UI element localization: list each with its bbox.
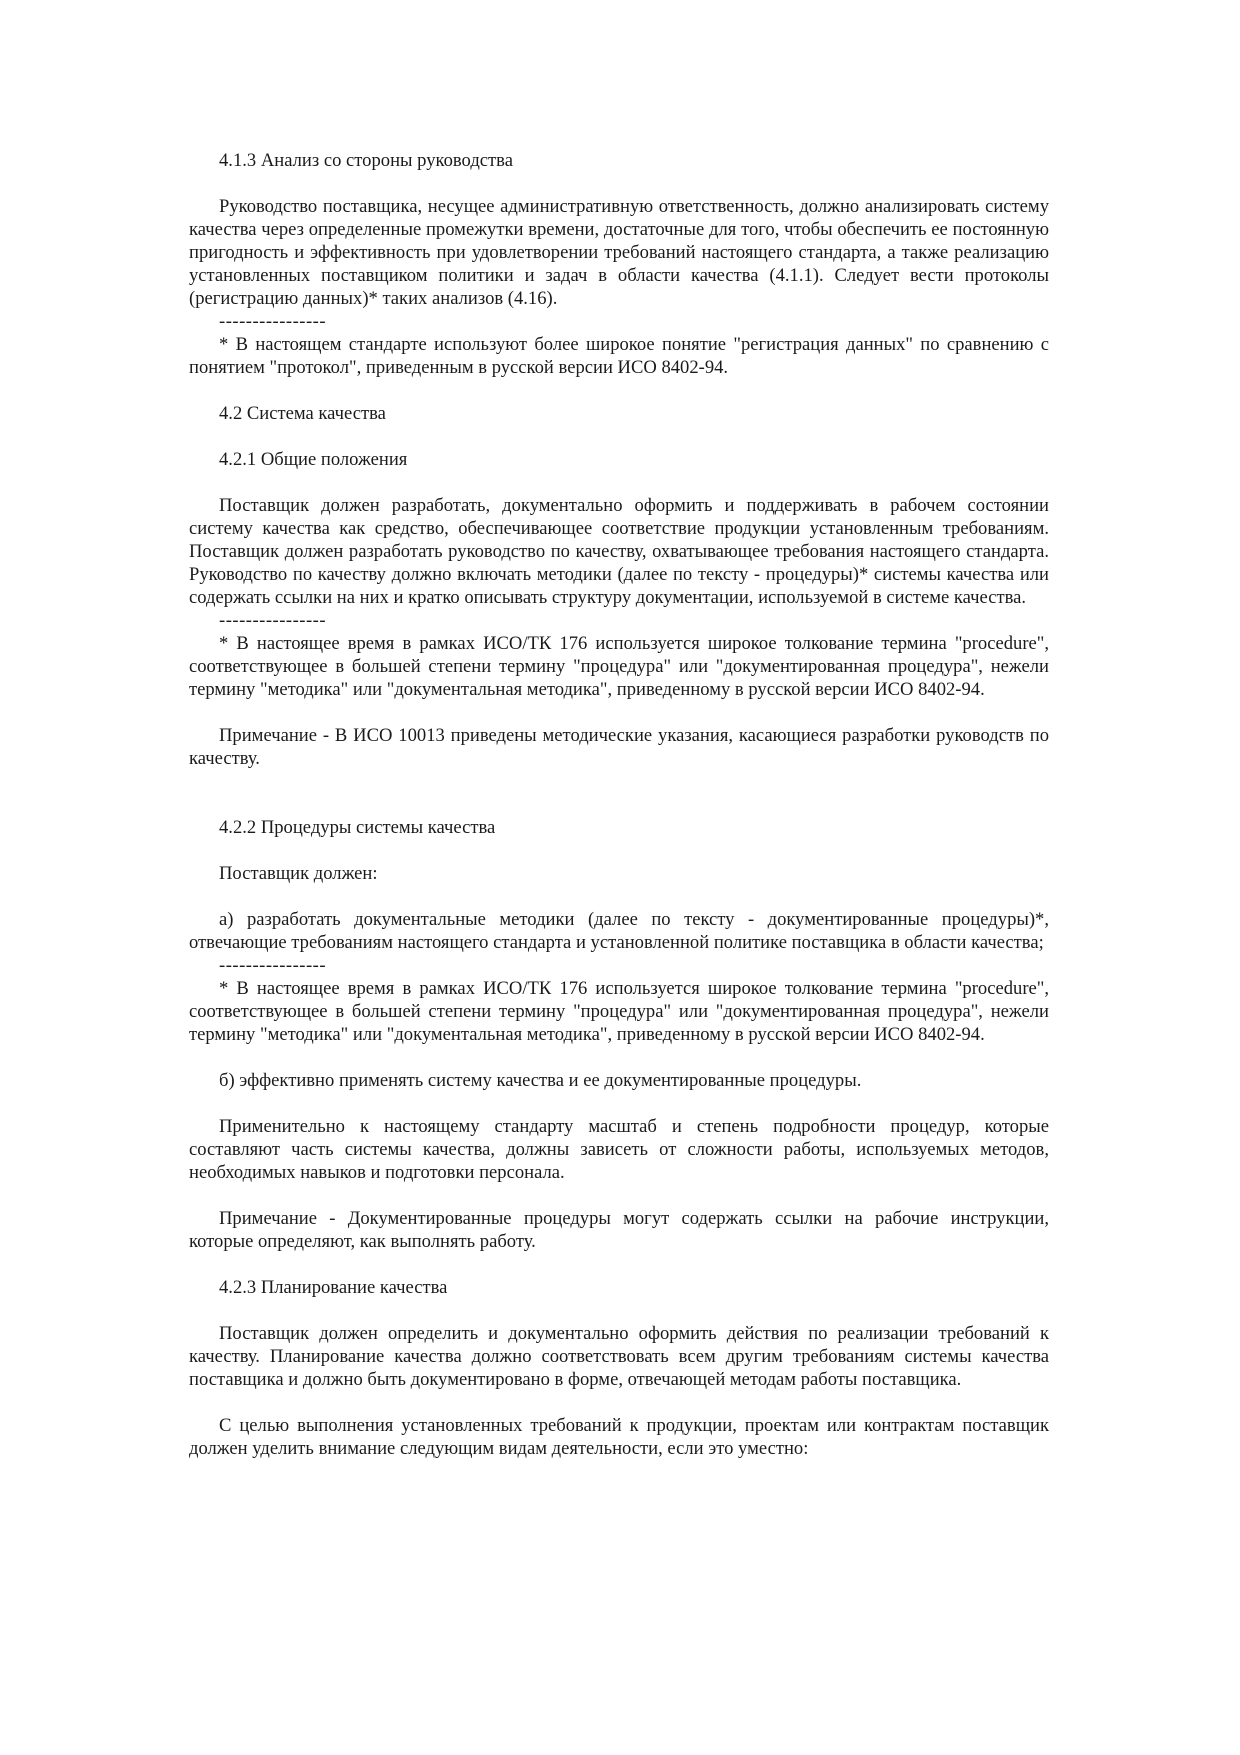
footnote-separator: ---------------- — [219, 311, 327, 332]
section-heading-4-2-2: 4.2.2 Процедуры системы качества — [219, 817, 496, 838]
footnote-procedure-term: * В настоящее время в рамках ИСО/ТК 176 используется широкое толкование термина "procedure", соответствующее в большей степени термину "процедура" или "документированная процедура", нежели термину "методика" или "документальная методика", приведенному в русской версии ИСО 8402-94. — [189, 633, 1049, 700]
paragraph-procedure-scope: Применительно к настоящему стандарту масштаб и степень подробности процедур, которые составляют часть системы качества, должны зависеть от сложности работы, используемых методов, необходимых навыков и подготовки персонала. — [189, 1116, 1049, 1183]
list-item-a: а) разработать документальные методики (далее по тексту - документированные процедуры)*, отвечающие требованиям настоящего стандарта и установленной политике поставщика в области качества; — [189, 909, 1049, 953]
section-heading-4-2: 4.2 Система качества — [219, 403, 386, 424]
paragraph-supplier-shall: Поставщик должен: — [219, 863, 378, 884]
list-item-b: б) эффективно применять систему качества и ее документированные процедуры. — [219, 1070, 862, 1091]
footnote-separator: ---------------- — [219, 955, 327, 976]
section-heading-4-1-3: 4.1.3 Анализ со стороны руководства — [219, 150, 513, 171]
note-iso-10013: Примечание - В ИСО 10013 приведены методические указания, касающиеся разработки руководств по качеству. — [189, 725, 1049, 769]
paragraph-quality-planning: Поставщик должен определить и документально оформить действия по реализации требований к качеству. Планирование качества должно соответствовать всем другим требованиям системы качества поставщика и должно быть документировано в форме, отвечающей методам работы поставщика. — [189, 1323, 1049, 1390]
footnote-procedure-term-repeat: * В настоящее время в рамках ИСО/ТК 176 используется широкое толкование термина "procedure", соответствующее в большей степени термину "процедура" или "документированная процедура", нежели термину "методика" или "документальная методика", приведенному в русской версии ИСО 8402-94. — [189, 978, 1049, 1045]
footnote-registration: * В настоящем стандарте используют более широкое понятие "регистрация данных" по сравнению с понятием "протокол", приведенным в русской версии ИСО 8402-94. — [189, 334, 1049, 378]
paragraph-management-review: Руководство поставщика, несущее административную ответственность, должно анализировать систему качества через определенные промежутки времени, достаточные для того, чтобы обеспечить ее постоянную пригодность и эффективность при удовлетворении требований настоящего стандарта, а также реализацию установленных поставщиком политики и задач в области качества (4.1.1). Следует вести протоколы (регистрацию данных)* таких анализов (4.16). — [189, 196, 1049, 309]
footnote-separator: ---------------- — [219, 610, 327, 631]
section-heading-4-2-1: 4.2.1 Общие положения — [219, 449, 408, 470]
paragraph-planning-activities: С целью выполнения установленных требований к продукции, проектам или контрактам поставщик должен уделить внимание следующим видам деятельности, если это уместно: — [189, 1415, 1049, 1459]
section-heading-4-2-3: 4.2.3 Планирование качества — [219, 1277, 448, 1298]
paragraph-general-provisions: Поставщик должен разработать, документально оформить и поддерживать в рабочем состоянии систему качества как средство, обеспечивающее соответствие продукции установленным требованиям. Поставщик должен разработать руководство по качеству, охватывающее требования настоящего стандарта. Руководство по качеству должно включать методики (далее по тексту - процедуры)* системы качества или содержать ссылки на них и кратко описывать структуру документации, используемой в системе качества. — [189, 495, 1049, 608]
document-page — [189, 149, 1049, 1460]
note-work-instructions: Примечание - Документированные процедуры могут содержать ссылки на рабочие инструкции, которые определяют, как выполнять работу. — [189, 1208, 1049, 1252]
